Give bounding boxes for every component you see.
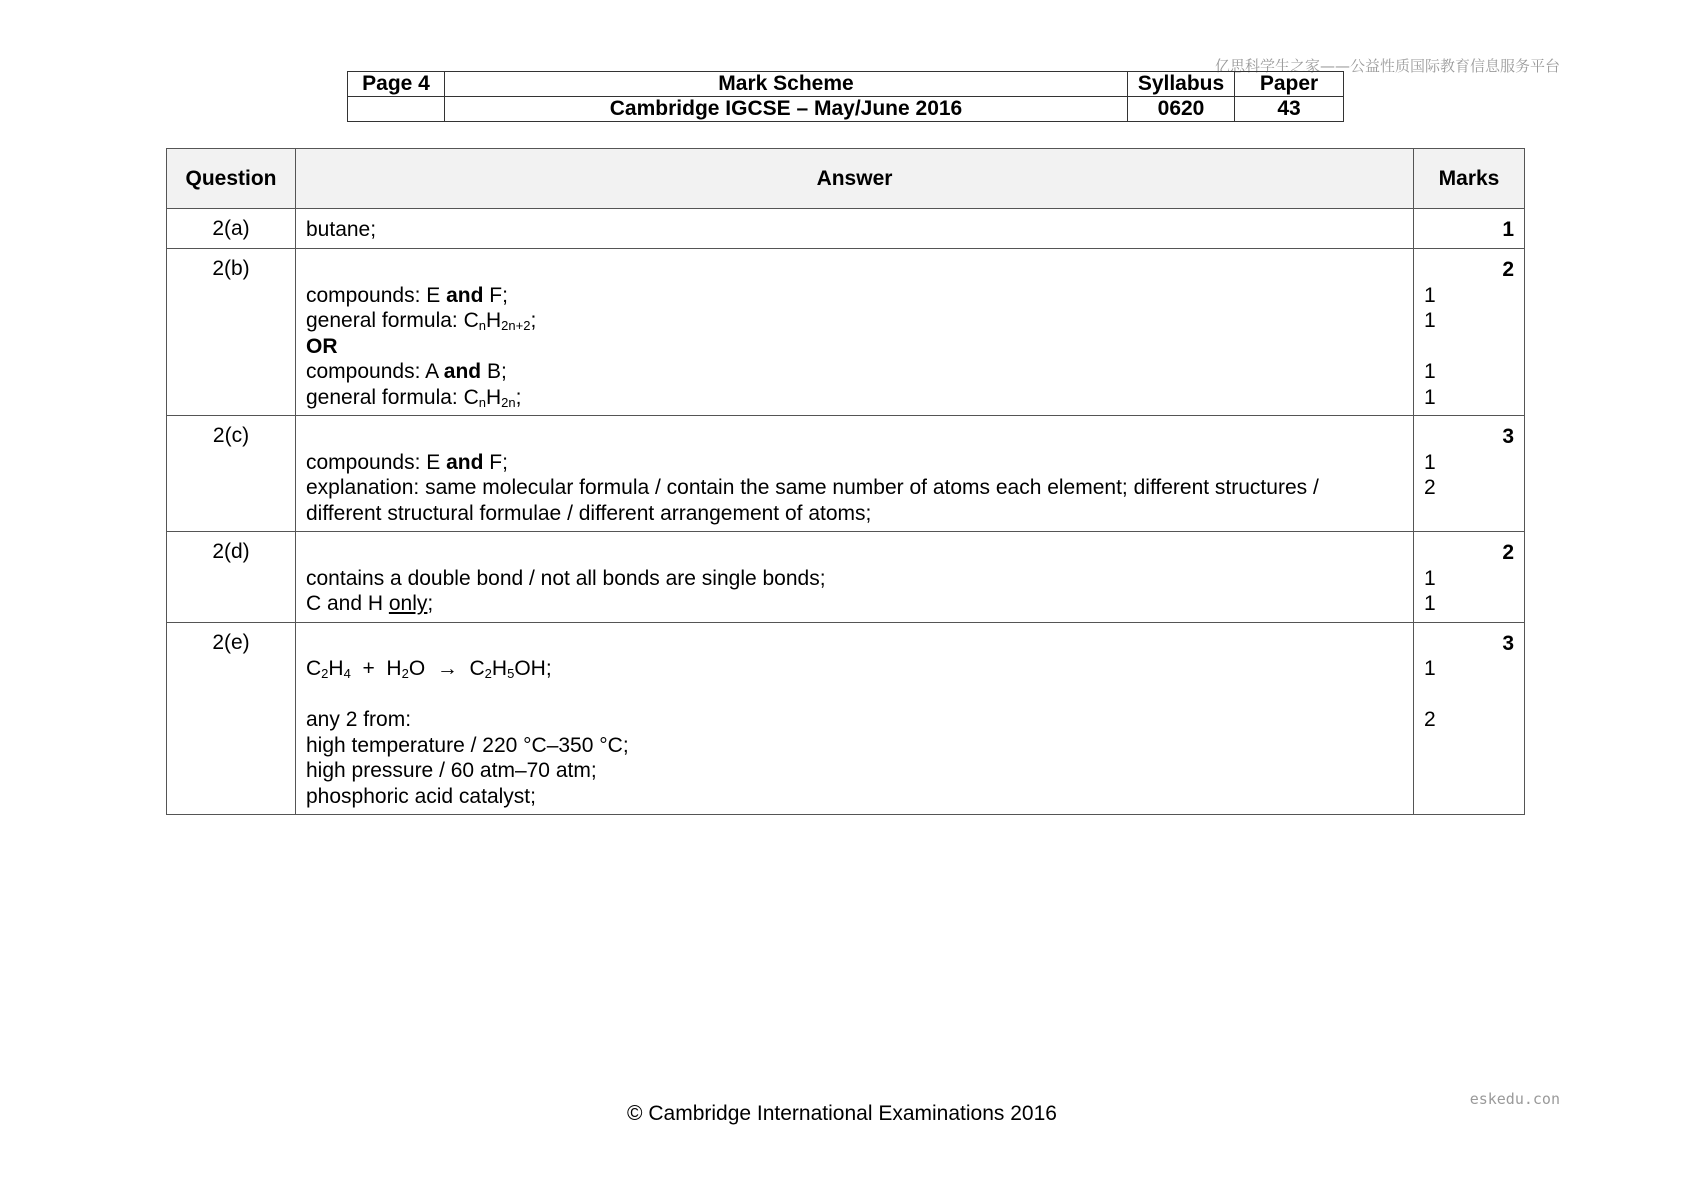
marks-column-header: Marks [1414,149,1525,209]
mark-value: 1 [1424,657,1436,680]
answer-line: high pressure / 60 atm–70 atm; [306,759,597,782]
marks-cell [1414,416,1525,532]
header-empty-cell [348,97,445,122]
chemical-equation: $C_2H_4 + H_2O \to C_2H_5OH$; [306,657,552,681]
marks-cell [1414,532,1525,623]
answer-cell [296,209,1414,249]
question-column-header: Question [167,149,296,209]
paper-label: Paper [1235,72,1344,97]
table-row [167,249,1525,416]
answer-cell [296,249,1414,416]
syllabus-label: Syllabus [1128,72,1235,97]
answer-cell [296,622,1414,815]
marks-cell [1414,622,1525,815]
marks-cell [1414,209,1525,249]
answer-column-header: Answer [296,149,1414,209]
answer-cell [296,416,1414,532]
paper-number: 43 [1235,97,1344,122]
mark-value: 1 [1424,283,1436,307]
total-marks: 3 [1502,425,1514,448]
page-number: Page 4 [348,72,445,97]
mark-value: 1 [1424,592,1436,615]
mark-value: 1 [1424,309,1436,332]
total-marks: 3 [1502,631,1514,655]
mark-value: 1 [1424,360,1436,383]
table-row [167,532,1525,623]
question-number: 2(e) [167,622,296,815]
total-marks: 2 [1502,541,1514,564]
answer-line: explanation: same molecular formula / contain the same number of atoms each element; different structures / [306,476,1319,499]
total-marks: 2 [1502,258,1514,281]
answer-line: different structural formulae / different arrangement of atoms; [306,501,872,525]
copyright-footer: © Cambridge International Examinations 2016 [627,1102,1057,1125]
question-number: 2(a) [167,209,296,249]
table-row [167,209,1525,249]
answer-line: C and H only; [306,592,434,615]
answer-line: OR [306,334,338,358]
answer-line: compounds: E and F; [306,283,508,307]
answer-line: compounds: A and B; [306,360,507,383]
answer-line: phosphoric acid catalyst; [306,784,536,808]
document-subtitle: Cambridge IGCSE – May/June 2016 [445,97,1128,122]
header-table [347,71,1344,122]
question-number: 2(b) [167,249,296,416]
answer-line: contains a double bond / not all bonds are single bonds; [306,566,826,590]
total-marks: 1 [1502,218,1514,241]
answer-line: high temperature / 220 °C–350 °C; [306,733,629,757]
mark-value: 1 [1424,566,1436,590]
answer-text: butane; [306,218,377,241]
mark-scheme-table [166,148,1525,815]
answer-line: any 2 from: [306,708,412,731]
watermark-text: 亿思科学生之家——公益性质国际教育信息服务平台 [1214,57,1560,75]
table-row [167,416,1525,532]
mark-value: 2 [1424,476,1436,499]
mark-value: 1 [1424,385,1436,409]
answer-line: general formula: $C_nH_{2n+2}$; [306,309,537,333]
answer-line: compounds: E and F; [306,450,508,474]
table-header-row [167,149,1525,209]
syllabus-code: 0620 [1128,97,1235,122]
mark-value: 2 [1424,708,1436,731]
site-watermark: eskedu.con [1469,1090,1560,1108]
mark-value: 1 [1424,450,1436,474]
answer-cell [296,532,1414,623]
answer-line: general formula: $C_nH_{2n}$; [306,385,522,410]
question-number: 2(c) [167,416,296,532]
table-row [167,622,1525,815]
document-title: Mark Scheme [445,72,1128,97]
question-number: 2(d) [167,532,296,623]
marks-cell [1414,249,1525,416]
